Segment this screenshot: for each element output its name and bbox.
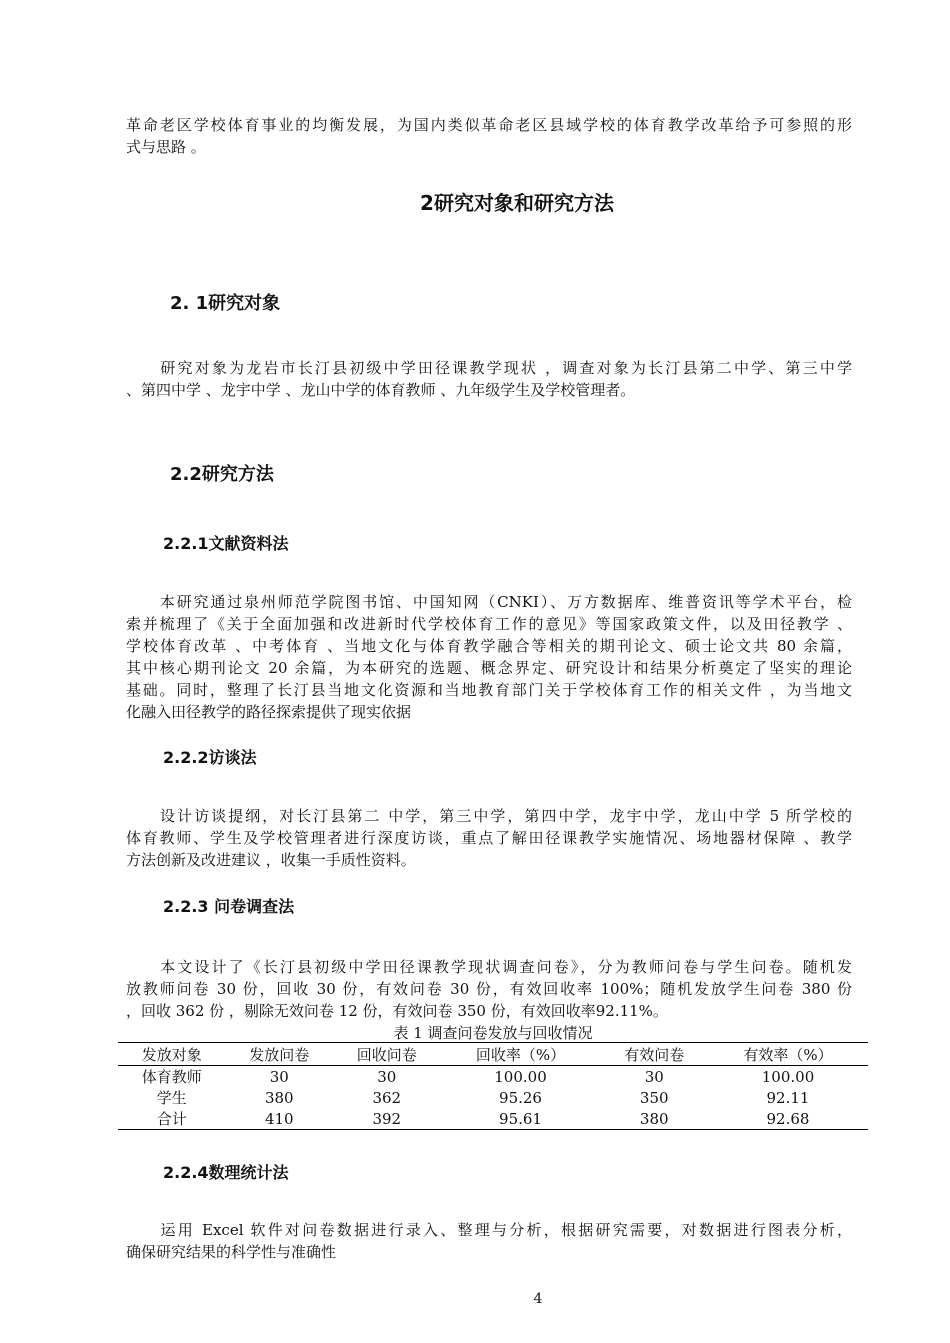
- subsubsection-heading-2-2-1: 2.2.1文献资料法: [163, 534, 289, 553]
- table-row: [118, 1108, 868, 1130]
- subsection-heading-2-2: 2.2研究方法: [170, 464, 274, 485]
- text-line: 体育教师、学生及学校管理者进行深度访谈，重点了解田径课教学实施情况、场地器材保障 、教学: [126, 829, 852, 847]
- table-cell: 392: [333, 1108, 441, 1130]
- text-line: 革命老区学校体育事业的均衡发展，为国内类似革命老区县域学校的体育教学改革给予可参照的形: [126, 116, 852, 134]
- table-header-cell: 回收问卷: [333, 1043, 441, 1066]
- paragraph-interview: [126, 805, 852, 871]
- subsection-heading-2-1: 2. 1研究对象: [170, 293, 281, 314]
- table-cell: 学生: [156, 1089, 187, 1107]
- table-header-cell: 发放对象: [118, 1043, 226, 1066]
- text-line: 方法创新及改进建议 ，收集一手质性资料。: [126, 851, 416, 869]
- text-line: 本文设计了《长汀县初级中学田径课教学现状调查问卷》，分为教师问卷与学生问卷。随机发: [126, 958, 852, 976]
- table-cell: 30: [269, 1067, 289, 1086]
- text-line: 索并梳理了《关于全面加强和改进新时代学校体育工作的意见》等国家政策文件，以及田径教学 、: [126, 615, 852, 633]
- text-line: 放教师问卷 30 份，回收 30 份，有效问卷 30 份，有效回收率 100%；随机发放学生问卷 380 份: [126, 980, 852, 998]
- page-number: 4: [533, 1291, 543, 1307]
- text-line: 本研究通过泉州师范学院图书馆、中国知网（CNKI）、万方数据库、维普资讯等学术平台，检: [126, 593, 852, 611]
- paragraph-research-object: [126, 357, 852, 401]
- table-cell: 100.00: [494, 1067, 547, 1086]
- table-header-cell: 发放问卷: [226, 1043, 334, 1066]
- table-header-cell: 回收率（%）: [441, 1043, 601, 1066]
- subsubsection-heading-2-2-3: 2.2.3 问卷调查法: [163, 897, 295, 916]
- text-line: 运用 Excel 软件对问卷数据进行录入、整理与分析，根据研究需要，对数据进行图表分析，: [126, 1221, 852, 1239]
- table-cell: 合计: [118, 1108, 226, 1130]
- text-line: 式与思路 。: [126, 138, 206, 156]
- text-line: ，回收 362 份 ，剔除无效问卷 12 份，有效问卷 350 份，有效回收率92.11%。: [126, 1002, 668, 1020]
- table-cell: 30: [377, 1067, 397, 1086]
- table-cell: 362: [372, 1088, 402, 1107]
- text-line: 学校体育改革 、中考体育 、当地文化与体育教学融合等相关的期刊论文、硕士论文共 80 余篇，: [126, 637, 852, 655]
- table-cell: 100.00: [761, 1067, 815, 1086]
- section-title: 2研究对象和研究方法: [420, 191, 614, 215]
- table-cell: 95.26: [499, 1088, 542, 1107]
- subsubsection-heading-2-2-4: 2.2.4数理统计法: [163, 1163, 289, 1182]
- table-cell: 95.61: [441, 1108, 601, 1130]
- table-cell: 92.68: [708, 1108, 868, 1130]
- survey-table: [118, 1042, 868, 1130]
- paragraph-statistics: [126, 1219, 852, 1263]
- intro-paragraph: [126, 114, 852, 158]
- table-header-row: [118, 1043, 868, 1066]
- table-cell: 410: [226, 1108, 334, 1130]
- subsubsection-heading-2-2-2: 2.2.2访谈法: [163, 748, 257, 767]
- table-header-cell: 有效率（%）: [708, 1043, 868, 1066]
- table-caption: 表 1 调查问卷发放与回收情况: [393, 1024, 593, 1042]
- text-line: 设计访谈提纲，对长汀县第二 中学，第三中学，第四中学，龙宇中学，龙山中学 5 所学校的: [126, 807, 852, 825]
- table-cell: 30: [644, 1067, 664, 1086]
- text-line: 化融入田径教学的路径探索提供了现实依据: [126, 703, 412, 721]
- table-row: [118, 1087, 868, 1108]
- text-line: 研究对象为龙岩市长汀县初级中学田径课教学现状 ，调查对象为长汀县第二中学、第三中学: [126, 359, 852, 377]
- table-cell: 体育教师: [141, 1068, 202, 1086]
- text-line: 其中核心期刊论文 20 余篇，为本研究的选题、概念界定、研究设计和结果分析奠定了坚实的理论: [126, 659, 852, 677]
- paragraph-literature: [126, 591, 852, 723]
- table-cell: 350: [639, 1088, 669, 1107]
- table-row: [118, 1066, 868, 1088]
- table-header-cell: 有效问卷: [600, 1043, 708, 1066]
- table-cell: 92.11: [766, 1088, 810, 1107]
- paragraph-questionnaire: [126, 956, 852, 1022]
- text-line: 、第四中学 、龙宇中学 、龙山中学的体育教师 、九年级学生及学校管理者。: [126, 381, 636, 399]
- table-cell: 380: [600, 1108, 708, 1130]
- text-line: 确保研究结果的科学性与准确性: [126, 1243, 337, 1261]
- text-line: 基础。同时，整理了长汀县当地文化资源和当地教育部门关于学校体育工作的相关文件 ，为当地文: [126, 681, 852, 699]
- table-cell: 380: [264, 1088, 294, 1107]
